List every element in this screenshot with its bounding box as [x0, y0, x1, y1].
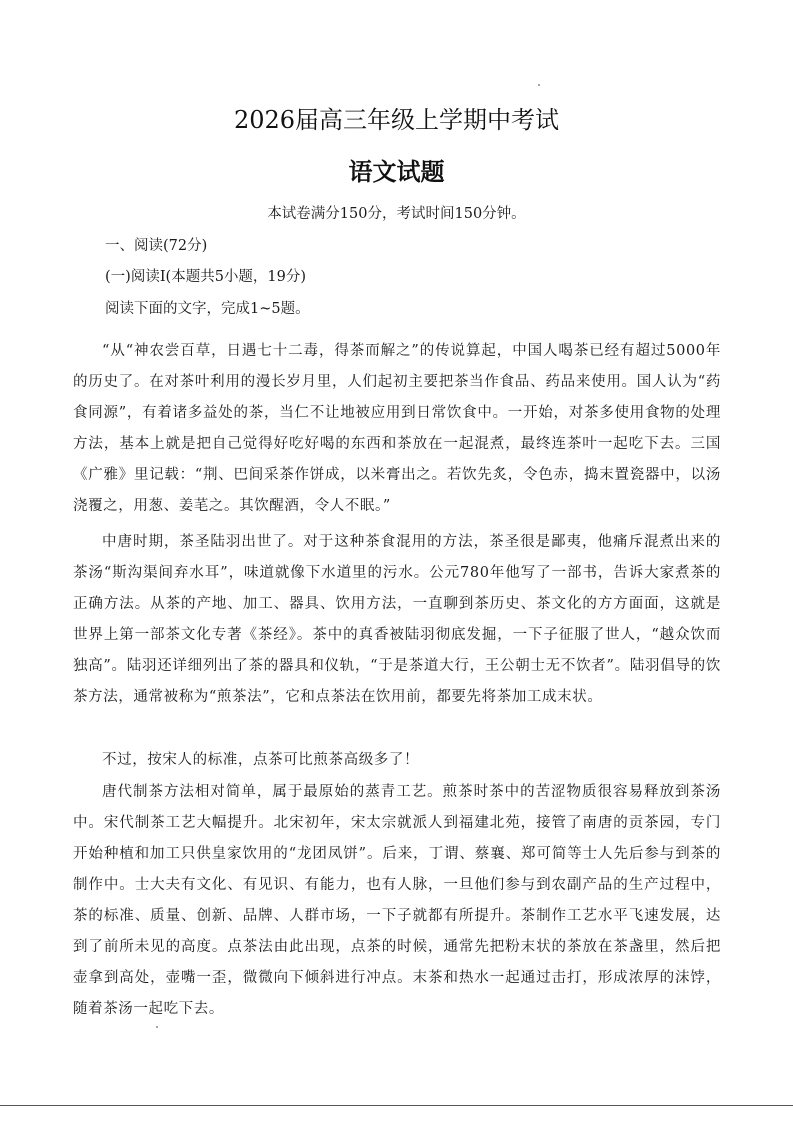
scan-speck: [156, 1026, 158, 1028]
section-heading: 一、阅读(72分): [105, 238, 208, 254]
passage-paragraph-2: 中唐时期，茶圣陆羽出世了。对于这种茶食混用的方法，茶圣很是鄙夷，他痛斥混煮出来的茶汤“斯沟渠间弃水耳”，味道就像下水道里的污水。公元780年他写了一部书，告诉大家煮茶的正确方法。从茶的产地、加工、器具、饮用方法，一直聊到茶历史、茶文化的方方面面，这就是世界上第一部茶文化专著《茶经》。茶中的真香被陆羽彻底发掘，一下子征服了世人，“越众饮而独高”。陆羽还详细列出了茶的器具和仪轨，“于是茶道大行，王公朝士无不饮者”。陆羽倡导的饮茶方法，通常被称为“煎茶法”，它和点茶法在饮用前，都要先将茶加工成末状。: [73, 533, 721, 705]
passage-paragraph-1: “从“神农尝百草，日遇七十二毒，得茶而解之”的传说算起，中国人喝茶已经有超过5000年的历史了。在对茶叶利用的漫长岁月里，人们起初主要把茶当作食品、药品来使用。国人认为“药食同源”，有着诸多益处的茶，当仁不让地被应用到日常饮食中。一开始，对茶多使用食物的处理方法，基本上就是把自己觉得好吃好喝的东西和茶放在一起混煮，最终连茶叶一起吃下去。三国《广雅》里记载：“荆、巴间采茶作饼成，以米膏出之。若饮先炙，令色赤，捣末置瓷器中，以汤浇覆之，用葱、姜芼之。其饮醒酒，令人不眠。”: [73, 342, 721, 514]
page-bottom-rule: [0, 1105, 793, 1106]
subject-title: 语文试题: [348, 157, 445, 186]
passage-paragraph-3: 不过，按宋人的标准，点茶可比煎茶高级多了！: [102, 751, 420, 768]
reading-direction: 阅读下面的文字，完成1~5题。: [105, 301, 310, 317]
exam-instruction: 本试卷满分150分，考试时间150分钟。: [267, 206, 526, 222]
exam-title: 2026届高三年级上学期中考试: [233, 106, 560, 134]
scan-speck: [538, 84, 540, 86]
passage-paragraph-4: 唐代制茶方法相对简单，属于最原始的蒸青工艺。煎茶时茶中的苦涩物质很容易释放到茶汤中。宋代制茶工艺大幅提升。北宋初年，宋太宗就派人到福建北苑，接管了南唐的贡茶园，专门开始种植和加工只供皇家饮用的“龙团凤饼”。后来，丁谓、蔡襄、郑可简等士人先后参与到茶的制作中。士大夫有文化、有见识、有能力，也有人脉，一旦他们参与到农副产品的生产过程中，茶的标准、质量、创新、品牌、人群市场，一下子就都有所提升。茶制作工艺水平飞速发展，达到了前所未见的高度。点茶法由此出现，点茶的时候，通常先把粉末状的茶放在茶盏里，然后把壶拿到高处，壶嘴一歪，微微向下倾斜进行冲点。末茶和热水一起通过击打，形成浓厚的沫饽，随着茶汤一起吃下去。: [73, 783, 721, 1017]
subsection-heading: (一)阅读Ⅰ(本题共5小题，19分): [105, 269, 307, 285]
